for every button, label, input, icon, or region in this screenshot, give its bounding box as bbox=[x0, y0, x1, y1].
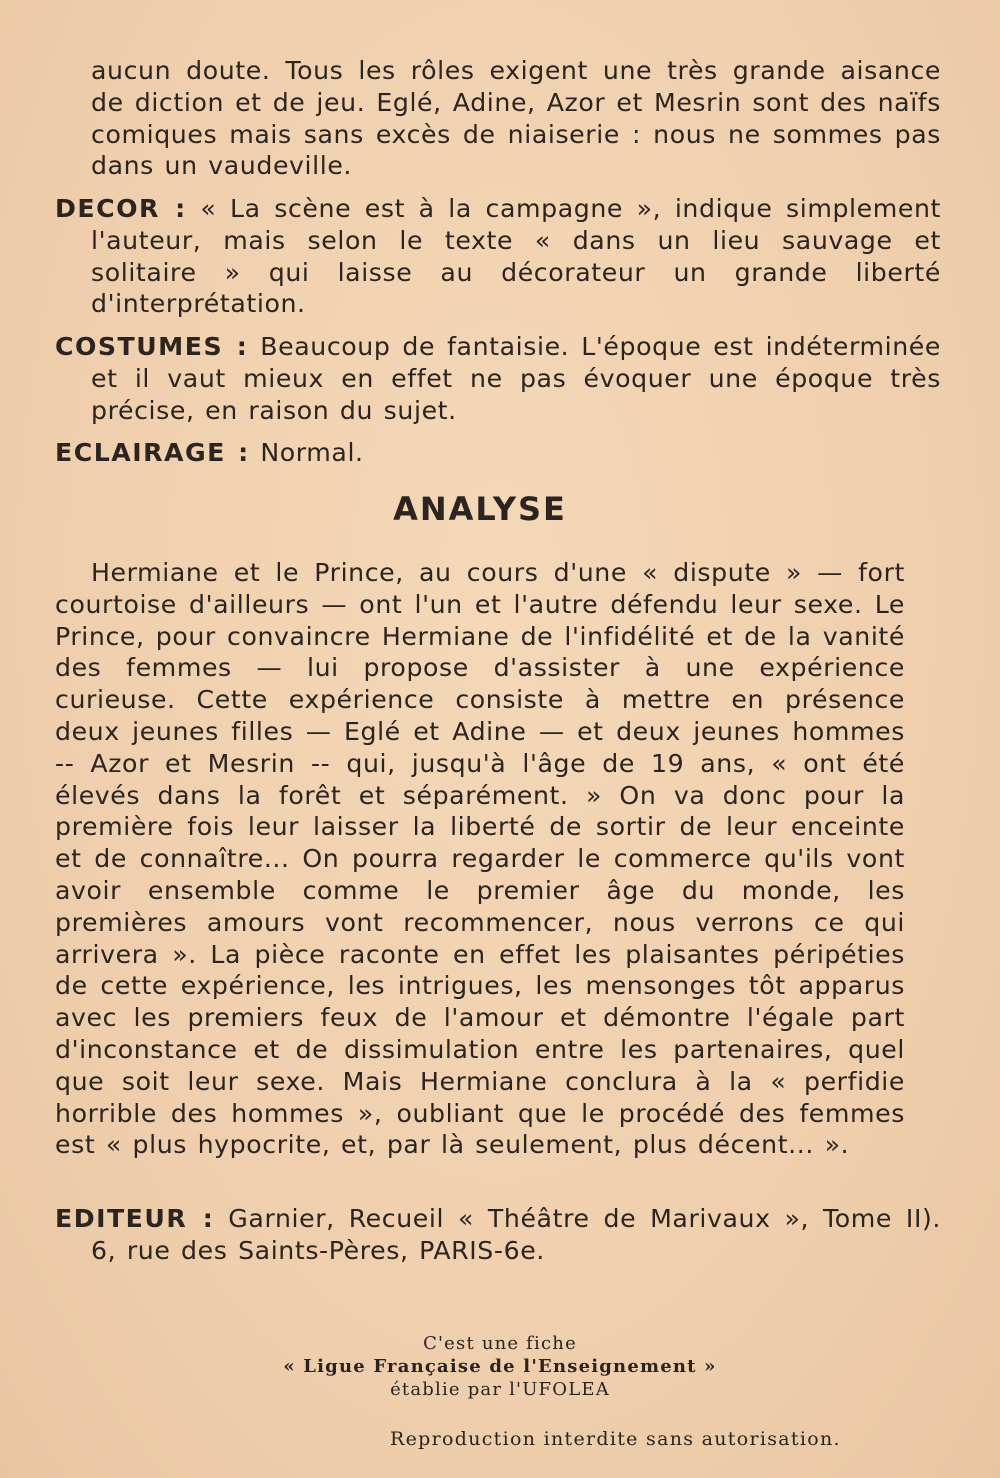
costumes-section bbox=[55, 331, 941, 426]
costumes-text: Beaucoup de fantaisie. L'époque est indéterminée et il vaut mieux en effet ne pas évoquer une époque très précise, en raison du sujet. bbox=[91, 332, 941, 425]
footer-credit bbox=[0, 1332, 1000, 1401]
analyse-heading: ANALYSE bbox=[393, 490, 567, 528]
editeur-text: Garnier, Recueil « Théâtre de Marivaux », Tome II). 6, rue des Saints-Pères, PARIS-6e. bbox=[91, 1204, 942, 1265]
decor-section bbox=[55, 193, 941, 320]
intro-paragraph bbox=[55, 55, 941, 182]
footer-line-1: C'est une fiche bbox=[423, 1333, 577, 1354]
eclairage-text: Normal. bbox=[260, 438, 364, 467]
editeur-label: EDITEUR : bbox=[55, 1204, 215, 1233]
footer-line-3: établie par l'UFOLEA bbox=[390, 1379, 610, 1400]
reproduction-notice: Reproduction interdite sans autorisation. bbox=[390, 1428, 841, 1450]
costumes-label: COSTUMES : bbox=[55, 332, 249, 361]
analyse-text: Hermiane et le Prince, au cours d'une « dispute » — fort courtoise d'ailleurs — ont l'un et l'autre défendu leur sexe. Le Prince, pour convaincre Hermiane de l'infidélité et de la vanité des femmes — lui propose d'assister à une expérience curieuse. Cette expérience consiste à mettre en présence deux jeunes filles — Eglé et Adine — et deux jeunes hommes -- Azor et Mesrin -- qui, jusqu'à l'âge de 19 ans, « ont été élevés dans la forêt et séparément. » On va donc pour la première fois leur laisser la liberté de sortir de leur enceinte et de connaître... On pourra regarder le commerce qu'ils vont avoir ensemble comme le premier âge du monde, les premières amours vont recommencer, nous verrons ce qui arrivera ». La pièce raconte en effet les plaisantes péripéties de cette expérience, les intrigues, les mensonges tôt apparus avec les premiers feux de l'amour et démontre l'égale part d'inconstance et de dissimulation entre les partenaires, quel que soit leur sexe. Mais Hermiane conclura à la « perfidie horrible des hommes », oubliant que le procédé des femmes est « plus hypocrite, et, par là seulement, plus décent... ». bbox=[55, 558, 905, 1160]
eclairage-section bbox=[55, 437, 941, 469]
intro-text: aucun doute. Tous les rôles exigent une très grande aisance de diction et de jeu. Eglé, Adine, Azor et Mesrin sont des naïfs comiques mais sans excès de niaiserie : nous ne sommes pas dans un vaudeville. bbox=[91, 56, 941, 181]
eclairage-label: ECLAIRAGE : bbox=[55, 438, 250, 467]
analyse-paragraph bbox=[55, 557, 905, 1161]
decor-label: DECOR : bbox=[55, 194, 187, 223]
editeur-section bbox=[55, 1203, 941, 1267]
decor-text: « La scène est à la campagne », indique simplement l'auteur, mais selon le texte « dans un lieu sauvage et solitaire » qui laisse au décorateur un grande liberté d'interprétation. bbox=[91, 194, 942, 319]
footer-line-2: « Ligue Française de l'Enseignement » bbox=[283, 1356, 717, 1377]
